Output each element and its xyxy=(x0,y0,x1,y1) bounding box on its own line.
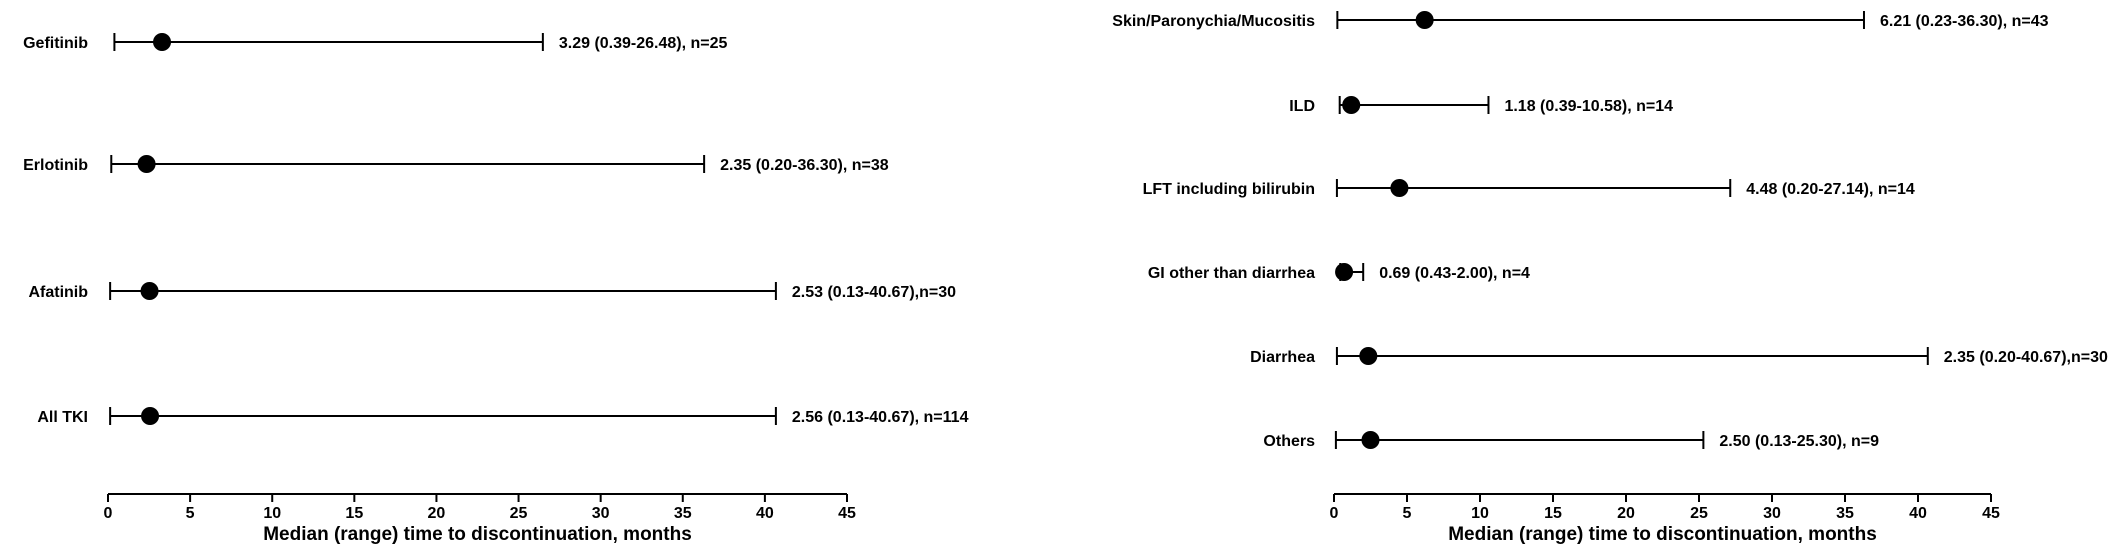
forest-row xyxy=(37,407,968,426)
row-annotation: 2.35 (0.20-40.67),n=30 xyxy=(1943,349,2108,366)
x-tick-label: 10 xyxy=(1471,505,1489,522)
row-annotation: 2.35 (0.20-36.30), n=38 xyxy=(720,157,889,174)
x-tick-label: 20 xyxy=(1617,505,1635,522)
x-tick-label: 35 xyxy=(1836,505,1854,522)
median-point xyxy=(141,407,159,425)
median-point xyxy=(1416,11,1434,29)
x-tick-label: 15 xyxy=(1544,505,1562,522)
median-point xyxy=(153,33,171,51)
median-point xyxy=(1342,96,1360,114)
forest-plot-adverse-events xyxy=(1112,11,2108,544)
median-point xyxy=(1362,431,1380,449)
forest-row xyxy=(1250,347,2108,366)
forest-row xyxy=(23,155,889,174)
row-annotation: 4.48 (0.20-27.14), n=14 xyxy=(1746,181,1915,198)
row-annotation: 1.18 (0.39-10.58), n=14 xyxy=(1504,98,1674,115)
row-annotation: 2.50 (0.13-25.30), n=9 xyxy=(1719,433,1880,450)
forest-row xyxy=(1263,431,1879,450)
row-label: GI other than diarrhea xyxy=(1147,265,1315,282)
x-axis-title: Median (range) time to discontinuation, months xyxy=(263,524,692,544)
row-label: ILD xyxy=(1289,98,1315,115)
row-label: Diarrhea xyxy=(1250,349,1315,366)
median-point xyxy=(1359,347,1377,365)
x-tick-label: 30 xyxy=(1763,505,1781,522)
forest-row xyxy=(1143,179,1915,198)
forest-row xyxy=(1112,11,2048,30)
row-label: LFT including bilirubin xyxy=(1142,181,1315,198)
row-annotation: 3.29 (0.39-26.48), n=25 xyxy=(558,35,728,52)
x-tick-label: 25 xyxy=(509,505,528,522)
x-tick-label: 10 xyxy=(263,505,282,522)
forest-row xyxy=(23,33,727,52)
row-label: Afatinib xyxy=(28,284,88,301)
x-tick-label: 30 xyxy=(591,505,610,522)
row-annotation: 2.53 (0.13-40.67),n=30 xyxy=(791,284,957,301)
row-annotation: 6.21 (0.23-36.30), n=43 xyxy=(1879,13,2049,30)
x-tick-label: 40 xyxy=(1909,505,1927,522)
x-tick-label: 45 xyxy=(1982,505,2000,522)
x-tick-label: 15 xyxy=(345,505,364,522)
x-tick-label: 0 xyxy=(103,505,113,522)
row-label: Erlotinib xyxy=(23,157,88,174)
median-point xyxy=(1335,263,1353,281)
row-label: Gefitinib xyxy=(23,35,88,52)
x-tick-label: 40 xyxy=(755,505,774,522)
x-tick-label: 5 xyxy=(1402,505,1412,522)
x-tick-label: 35 xyxy=(673,505,692,522)
x-tick-label: 20 xyxy=(427,505,446,522)
x-tick-label: 0 xyxy=(1329,505,1339,522)
forest-plot-tki xyxy=(23,33,968,544)
x-tick-label: 5 xyxy=(185,505,195,522)
forest-row xyxy=(1289,96,1673,115)
x-tick-label: 45 xyxy=(838,505,856,522)
median-point xyxy=(1390,179,1408,197)
median-point xyxy=(138,155,156,173)
row-label: Others xyxy=(1263,433,1315,450)
row-label: All TKI xyxy=(37,409,88,426)
median-point xyxy=(141,282,159,300)
row-annotation: 0.69 (0.43-2.00), n=4 xyxy=(1379,265,1530,282)
x-tick-label: 25 xyxy=(1690,505,1708,522)
row-label: Skin/Paronychia/Mucositis xyxy=(1112,13,1315,30)
row-annotation: 2.56 (0.13-40.67), n=114 xyxy=(791,409,969,426)
x-axis-title: Median (range) time to discontinuation, months xyxy=(1448,524,1877,544)
forest-row xyxy=(28,282,956,301)
forest-row xyxy=(1148,263,1530,282)
